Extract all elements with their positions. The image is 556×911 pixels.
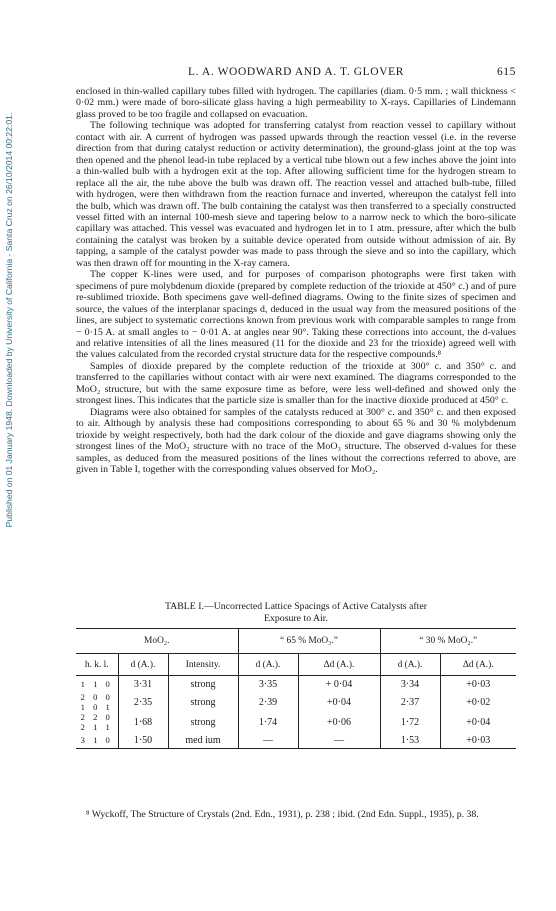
cell-dd65: +0·06 <box>298 712 380 732</box>
paragraph: enclosed in thin-walled capillary tubes filled with hydrogen. The capillaries (diam. 0·5 mm. ; wall thickness < 0·02 mm.) were made of boro-silicate glass having a high permeability to X-rays. Capillaries of Lindemann glass proved to be too fragile and collapsed on evacuation. <box>76 86 516 120</box>
running-header <box>76 66 516 80</box>
lattice-spacings-table <box>76 628 516 749</box>
cell-dd65: +0·04 <box>298 692 380 712</box>
cell-hkl: 2 0 0 1 0 1 <box>80 692 113 712</box>
running-title: L. A. WOODWARD AND A. T. GLOVER <box>187 66 405 78</box>
paragraph: The following technique was adopted for transferring catalyst from reaction vessel to capillary without contact with air. A current of hydrogen was passed upwards through the reaction vessel (i.e. in the reverse direction from that during catalyst reduction or activity determination), the ground-glass joint at the top was then opened and the phenol lead-in tube replaced by a vertical tube blown out a few inches above the joint into a thin-walled bulb with a hydrogen exit at the top. After allowing sufficient time for the hydrogen stream to replace all the air, the tube above the bulb was drawn off. The reaction vessel and attached bulb-tube, filled with hydrogen, were then withdrawn from the reaction furnace and inverted, whereupon the catalyst fell into the bulb, which was drawn off. The bulb containing the catalyst was then transferred to a specially constructed vessel fitted with an internal 100-mesh sieve and tapering below to a narrow neck to which the boro-silicate capillary was attached. This vessel was evacuated and hydrogen let in to 1 atm. pressure, after which the bulb containing the catalyst was broken by a suitable device operated from outside without admission of air. By tapping, a sample of the catalyst powder was made to pass through the sieve and so into the capillary, which was then drawn off for mounting in the X-ray camera. <box>76 120 516 269</box>
cell-dd30: +0·03 <box>440 732 516 749</box>
cell-d30: 1·72 <box>380 712 440 732</box>
column-header-dd30: Δd (A.). <box>440 654 516 676</box>
cell-d65: 2·39 <box>238 692 298 712</box>
cell-d30: 2·37 <box>380 692 440 712</box>
cell-d30: 1·53 <box>380 732 440 749</box>
cell-dd30: +0·03 <box>440 676 516 693</box>
cell-intensity: med ium <box>168 732 238 749</box>
cell-d: 1·68 <box>118 712 168 732</box>
cell-hkl: 2 2 0 2 1 1 <box>80 712 113 732</box>
paragraph: Diagrams were also obtained for samples of the catalysts reduced at 300° c. and 350° c. and then exposed to air. Although by analysis these had compositions corresponding to about 65 % and 30 % molybdenum trioxide by weight respectively, both had the dark colour of the dioxide and gave diagrams showing only the strongest lines of the MoO₂ structure with no trace of the MoO₃ structure. The observed d-values for these samples, as deduced from the measured positions of the lines without the corrections referred to above, are given in Table I, together with the corresponding values observed for MoO₂. <box>76 406 516 475</box>
column-header-intensity: Intensity. <box>168 654 238 676</box>
group-header-30: “ 30 % MoO₂.” <box>380 629 516 654</box>
cell-dd30: +0·04 <box>440 712 516 732</box>
table-caption-line: TABLE I.—Uncorrected Lattice Spacings of Active Catalysts after <box>164 601 427 612</box>
column-header-d65: d (A.). <box>238 654 298 676</box>
cell-dd30: +0·02 <box>440 692 516 712</box>
cell-d65: 1·74 <box>238 712 298 732</box>
cell-d: 1·50 <box>118 732 168 749</box>
column-header-dd65: Δd (A.). <box>298 654 380 676</box>
page-number: 615 <box>496 66 516 78</box>
cell-intensity: strong <box>168 692 238 712</box>
footnote-text: ⁸ Wyckoff, The Structure of Crystals (2nd. Edn., 1931), p. 238 ; ibid. (2nd Edn. Suppl., 1935), p. 38. <box>86 809 479 820</box>
column-header-d30: d (A.). <box>380 654 440 676</box>
paragraph: Samples of dioxide prepared by the complete reduction of the trioxide at 300° c. and 350° c. and transferred to the capillaries without contact with air were next examined. The diagrams corresponded to the MoO₂ structure, but with the same exposure time as before, were less well-defined and showed only the strongest lines. This indicates that the particle size is smaller than for the inactive dioxide produced at 450° c. <box>76 360 516 407</box>
table-group-header-row <box>76 629 516 654</box>
body-text <box>76 86 516 475</box>
cell-hkl: 1 1 0 <box>80 679 113 689</box>
table-row <box>76 732 516 749</box>
cell-intensity: strong <box>168 676 238 693</box>
table-row <box>76 692 516 712</box>
cell-d: 2·35 <box>118 692 168 712</box>
group-header-65: “ 65 % MoO₃.” <box>238 629 380 654</box>
cell-d30: 3·34 <box>380 676 440 693</box>
column-header-hkl: h. k. l. <box>76 654 118 676</box>
cell-dd65: + 0·04 <box>298 676 380 693</box>
cell-d65: — <box>238 732 298 749</box>
table-caption-line: Exposure to Air. <box>264 613 328 624</box>
table-row <box>76 676 516 693</box>
footnote <box>76 809 516 821</box>
table-caption <box>76 601 516 625</box>
group-header-moo2: MoO₂. <box>76 629 238 654</box>
table-row <box>76 712 516 732</box>
cell-dd65: — <box>298 732 380 749</box>
cell-intensity: strong <box>168 712 238 732</box>
cell-d: 3·31 <box>118 676 168 693</box>
column-header-d: d (A.). <box>118 654 168 676</box>
cell-hkl: 3 1 0 <box>76 732 118 749</box>
download-watermark-text: Published on 01 January 1948. Downloaded by University of California - Santa Cruz on 26/10/2014 00:22:01. <box>4 112 14 528</box>
download-watermark <box>2 40 16 600</box>
cell-d65: 3·35 <box>238 676 298 693</box>
table-column-header-row <box>76 654 516 676</box>
paragraph: The copper K-lines were used, and for purposes of comparison photographs were first taken with specimens of pure molybdenum dioxide (prepared by complete reduction of the trioxide at 450° c.) and of pure re-sublimed trioxide. Both specimens gave well-defined diagrams. Owing to the finite sizes of specimen and source, the values of the interplanar spacings d, deduced in the usual way from the measured positions of the lines, are subject to systematic corrections known from previous work with comparable samples to range from − 0·15 A. at small angles to − 0·01 A. at angles near 90°. Taking these corrections into account, the d-values and relative intensities of all the lines measured (11 for the dioxide and 23 for the trioxide) agreed well with the values calculated from the recorded crystal structure data for the respective compounds.⁸ <box>76 269 516 361</box>
